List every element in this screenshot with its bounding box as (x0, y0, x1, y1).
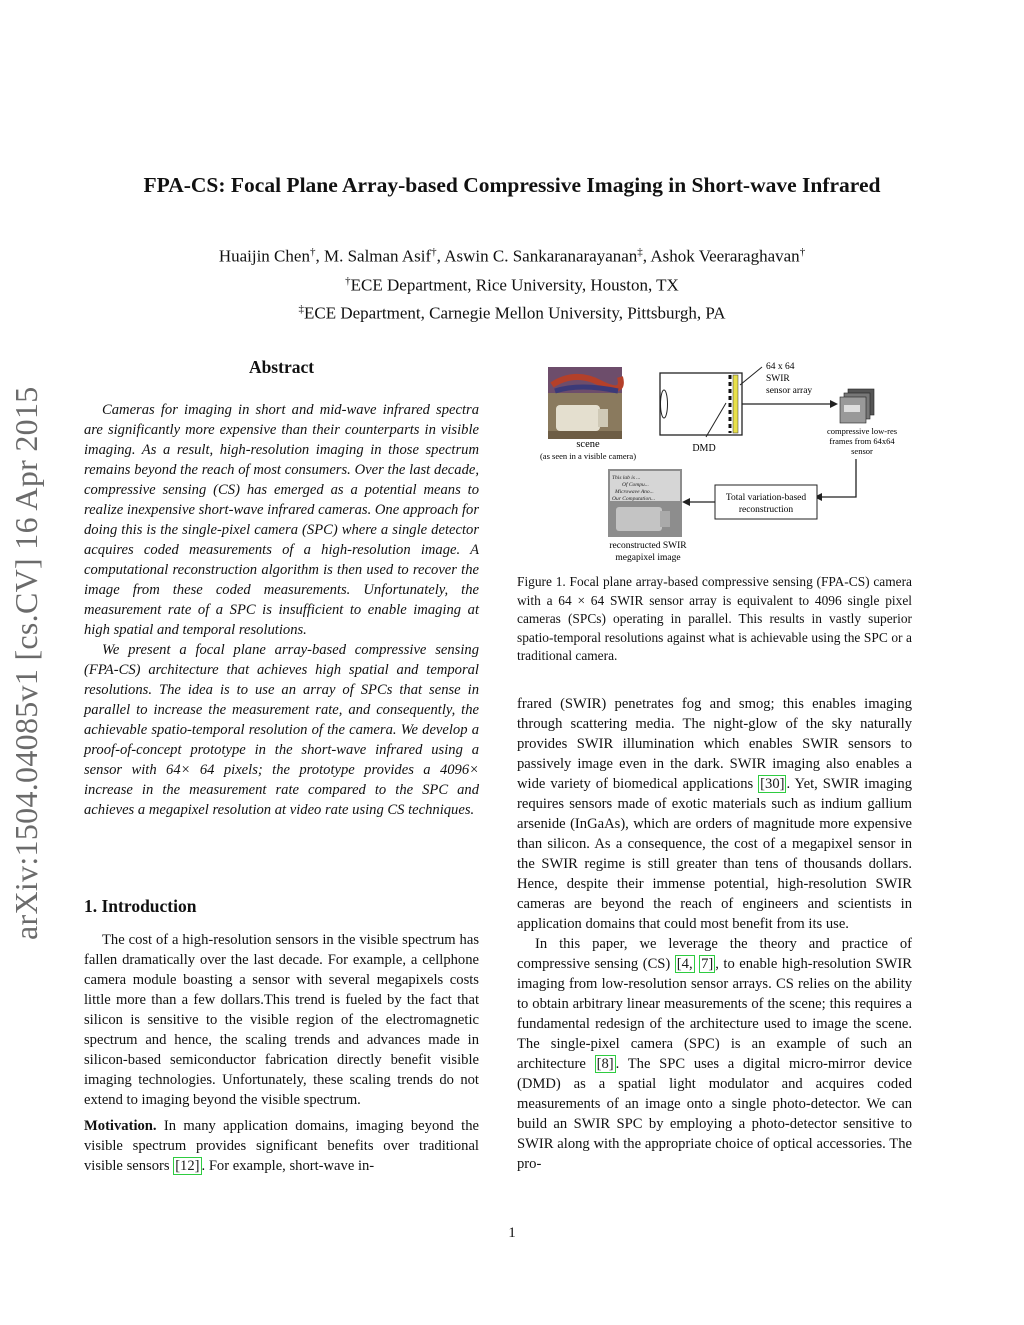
author-name: Ashok Veeraraghavan (650, 246, 800, 266)
lens-icon (661, 390, 668, 418)
section-heading-introduction: 1. Introduction (84, 896, 197, 916)
frames-label-line3: sensor (851, 446, 873, 456)
sensor-pointer (740, 367, 762, 385)
scene-photo (548, 367, 622, 439)
motivation-label: Motivation. (84, 1118, 157, 1134)
author-list: Huaijin Chen†, M. Salman Asif†, Aswin C. Sankaranarayanan‡, Ashok Veeraraghavan† (218, 246, 806, 266)
abstract-paragraph: Cameras for imaging in short and mid-wave infrared spectra are significantly more expensive than their counterparts in visible imaging. As a result, high-resolution imaging in those spectrum remains beyond the reach of most consumers. Over the last decade, compressive sensing (CS) has emerged as a potential means to realize inexpensive short-wave infrared cameras. One approach for doing this is the single-pixel camera (SPC) where a single detector acquires coded measurements of a high-resolution image. A computational reconstruction algorithm is then used to recover the image from these coded measurements. Unfortunately, the measurement rate of a SPC is insufficient to enable imaging at high spatial and temporal resolutions. (84, 402, 479, 638)
recon-label-line1: reconstructed SWIR (609, 541, 687, 551)
body-paragraph: In this paper, we leverage the theory and practice of compressive sensing (CS) [4, 7] , to enable high-resolution SWIR imaging from low-resolution sensor arrays. CS relies on the ability to obtain arbitrary linear measurements of the scene; this requires a fundamental redesign of the architecture used to image the scene. The single-pixel camera (SPC) is an example of such an architecture [8] . The SPC uses a digital micro-mirror device (DMD) as a spatial light modulator and acquires coded measurements of an image onto a single photo-detector. We can build an SWIR SPC by employing a photo-detector sensitive to SWIR along with the appropriate choice of optical accessories. The pro- (517, 936, 912, 1172)
sensor-array-element (733, 375, 738, 433)
citation-link[interactable]: [30] (760, 776, 785, 792)
paper-title: FPA-CS: Focal Plane Array-based Compressive Imaging in Short-wave Infrared (143, 173, 881, 197)
tv-label-line1: Total variation-based (725, 493, 807, 503)
abstract-paragraph: We present a focal plane array-based compressive sensing (FPA-CS) architecture that achieves high spatial and temporal resolutions. The idea is to use an array of SPCs that sense in parallel to increase the measurement rate, and consequently, the achievable spatio-temporal resolution of the camera. We develop a proof-of-concept prototype in the short-wave infrared using a sensor with 64× 64 pixels; the prototype provides a 4096× increase in the measurement rate compared to the SPC and achieves a megapixel resolution at video rate using CS techniques. (84, 642, 479, 818)
scene-label: scene (576, 439, 600, 450)
dmd-label: DMD (692, 443, 716, 454)
flow-arrow (822, 459, 856, 497)
affiliation-cmu: ‡ECE Department, Carnegie Mellon University, Pittsburgh, PA (298, 303, 726, 323)
arxiv-stamp: arXiv:1504.04085v1 [cs.CV] 16 Apr 2015 (8, 386, 44, 940)
frames-label-line1: compressive low-res (826, 426, 898, 436)
tv-label-line2: reconstruction (738, 505, 794, 515)
affiliation-rice: †ECE Department, Rice University, Houston, TX (345, 274, 679, 295)
low-res-frames (840, 389, 874, 423)
author-name: Huaijin Chen (218, 246, 310, 266)
scene-sublabel: (as seen in a visible camera) (539, 451, 637, 461)
abstract-heading: Abstract (248, 357, 315, 377)
author-name: M. Salman Asif (323, 246, 432, 266)
sensor-label-line3: sensor array (766, 386, 813, 396)
sensor-label-line2: SWIR (766, 374, 790, 384)
author-block (0, 240, 1024, 326)
frames-label-line2: frames from 64x64 (829, 436, 895, 446)
author-mark: † (799, 246, 806, 258)
photo-handwriting: Microwave Ano... (615, 489, 654, 495)
citation-link[interactable]: [8] (596, 1056, 614, 1072)
figure-1-diagram (530, 355, 920, 570)
author-mark: † (431, 246, 437, 258)
introduction-body (84, 930, 479, 1176)
arrow-head-icon (830, 400, 838, 408)
abstract-body (84, 400, 479, 820)
recon-label-line2: megapixel image (615, 553, 681, 563)
photo-handwriting: Of Compu... (622, 482, 649, 488)
citation-link[interactable]: 7] (701, 956, 714, 972)
citation-link[interactable]: [4, (676, 956, 693, 972)
author-mark: † (309, 246, 316, 258)
motivation-paragraph: Motivation. In many application domains, imaging beyond the visible spectrum provides significant benefits over traditional visible sensors [12] . For example, short-wave in- (84, 1118, 479, 1174)
dmd-pointer (706, 403, 726, 437)
author-mark: ‡ (637, 246, 643, 258)
right-column-body (517, 694, 912, 1174)
citation-link[interactable]: [12] (175, 1158, 200, 1174)
photo-handwriting: This lab is ... (612, 475, 641, 481)
arrow-head-icon (682, 498, 690, 506)
photo-handwriting: Our Computation... (612, 496, 656, 502)
body-paragraph: frared (SWIR) penetrates fog and smog; this enables imaging through scattering media. The night-glow of the sky naturally provides SWIR illumination which enables SWIR sensors to passively image even in the dark. SWIR imaging also enables a wide variety of biomedical applications [30] . Yet, SWIR imaging requires sensors made of exotic materials such as indium gallium arsenide (InGaAs), which are orders of magnitude more expensive than silicon. As a consequence, the cost of a megapixel sensor in the SWIR regime is still greater than tens of thousands dollars. Hence, despite their immense potential, high-resolution SWIR cameras are beyond the reach of engineers and scientists in application domains that could most benefit from its use. (517, 696, 913, 932)
figure-1-caption: Figure 1. Focal plane array-based compressive sensing (FPA-CS) camera with a 64 × 64 SWIR sensor array is equivalent to 4096 single pixel cameras (SPCs) operating in parallel. This results in vastly superior spatio-temporal resolutions against what is achievable using the SPC or a traditional camera. (517, 574, 912, 664)
page-number: 1 (508, 1225, 516, 1241)
sensor-label-line1: 64 x 64 (766, 362, 795, 372)
author-name: Aswin C. Sankaranarayanan (444, 246, 638, 266)
intro-paragraph: The cost of a high-resolution sensors in the visible spectrum has fallen dramatically over the last decade. For example, a cellphone camera module boasting a sensor with several megapixels costs little more than a few dollars.This trend is fueled by the fact that silicon is sensitive to the visible region of the electromagnetic spectrum and hence, the scaling trends and advances made in silicon-based semiconductor fabrication directly benefit visible imaging technologies. Unfortunately, these scaling trends do not extend to imaging beyond the visible spectrum. (84, 932, 479, 1108)
